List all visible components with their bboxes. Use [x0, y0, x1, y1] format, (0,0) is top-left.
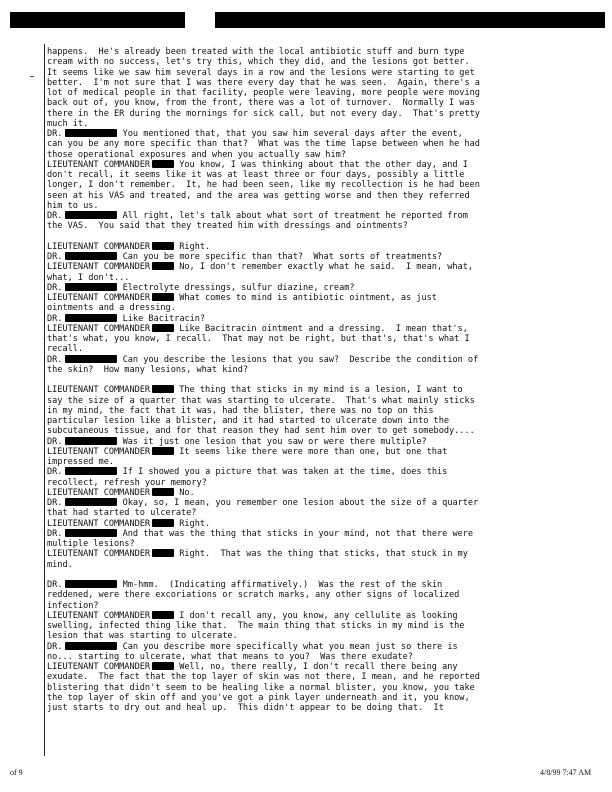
transcript-line: [47, 488, 547, 498]
speaker-label: LIEUTENANT COMMANDER: [47, 385, 151, 396]
transcript-line: [47, 252, 547, 262]
transcript-line: [47, 652, 547, 662]
line-text: I don't recall any, you know, any cellulite as looking: [174, 610, 458, 621]
speaker-label: LIEUTENANT COMMANDER: [47, 323, 151, 334]
line-text: can you be any more specific than that? What was the time lapse between when he had: [47, 139, 480, 150]
line-text: Right. That was the thing that sticks, that stuck in my: [174, 549, 468, 560]
name-redaction: [152, 519, 174, 527]
name-redaction: [152, 447, 174, 455]
transcript-line: [47, 191, 547, 201]
line-text: just starts to dry out and heal up. This didn't appear to be doing that. It: [47, 703, 444, 713]
transcript-line: [47, 221, 547, 231]
speaker-label: LIEUTENANT COMMANDER: [47, 610, 151, 621]
transcript-line: [47, 242, 547, 252]
transcript-line: [47, 139, 547, 149]
transcript-line: [47, 109, 547, 119]
transcript-line: [47, 416, 547, 426]
name-redaction: [65, 580, 117, 588]
speaker-label: DR.: [47, 498, 63, 508]
name-redaction: [65, 129, 117, 137]
transcript-line: [47, 447, 547, 457]
line-text: No.: [174, 487, 195, 498]
name-redaction: [152, 242, 174, 250]
line-text: lesion that was starting to ulcerate.: [47, 631, 238, 642]
transcript-line: [47, 180, 547, 190]
transcript-line: [47, 160, 547, 170]
line-text: particular lesion like a blister, and it had started to ulcerate down into the: [47, 416, 450, 426]
transcript-line: [47, 642, 547, 652]
line-text: longer, I don't remember. It, he had been seen, like my recollection is he had been: [47, 180, 480, 191]
name-redaction: [65, 211, 117, 219]
transcript-line: [47, 611, 547, 621]
transcript-line: [47, 334, 547, 344]
speaker-label: DR.: [47, 282, 63, 293]
line-text: ointments and a dressing.: [47, 303, 176, 314]
name-redaction: [152, 611, 174, 619]
line-text: Okay, so, I mean, you remember one lesion about the size of a quarter: [117, 498, 479, 508]
line-text: there in the ER during the mornings for sick call, but not every day. That's pretty: [47, 108, 480, 119]
transcript-line: [47, 283, 547, 293]
speaker-label: LIEUTENANT COMMANDER: [47, 159, 151, 170]
line-text: impressed me.: [47, 457, 115, 467]
speaker-label: LIEUTENANT COMMANDER: [47, 662, 151, 672]
transcript-line: [47, 508, 547, 518]
blank-line: [47, 570, 547, 580]
transcript-line: [47, 314, 547, 324]
line-text: cream with no success, let's try this, which they did, and the lesions got better.: [47, 57, 470, 68]
line-text: happens. He's already been treated with the local antibiotic stuff and burn type: [47, 47, 465, 57]
name-redaction: [65, 642, 117, 650]
transcript-line: [47, 119, 547, 129]
transcript-line: [47, 426, 547, 436]
transcript-line: [47, 365, 547, 375]
speaker-label: DR.: [47, 313, 63, 324]
transcript-line: [47, 672, 547, 682]
line-text: It seems like we saw him several days in a row and the lesions were starting to get: [47, 67, 475, 78]
line-text: the VAS. You said that they treated him with dressings and ointments?: [47, 221, 408, 232]
line-text: seen at his VAS and treated, and the area was getting worse and then they referred: [47, 190, 470, 201]
line-text: multiple lesions?: [47, 539, 135, 549]
transcript-line: [47, 560, 547, 570]
line-text: back out of, you know, from the front, there was a lot of turnover. Normally I was: [47, 98, 475, 109]
header-redaction-right: [215, 12, 605, 28]
line-text: You mentioned that, that you saw him several days after the event,: [117, 129, 463, 139]
transcript-line: [47, 437, 547, 447]
transcript-line: [47, 47, 547, 57]
line-text: Can you describe more specifically what you mean just so there is: [117, 641, 458, 652]
transcript-line: [47, 98, 547, 108]
line-text: Right.: [174, 241, 211, 252]
name-redaction: [65, 529, 117, 537]
line-text: blistering that didn't seem to be healing like a normal blister, you know, you take: [47, 682, 475, 693]
transcript-line: [47, 385, 547, 395]
line-text: Was it just one lesion that you saw or were there multiple?: [117, 436, 427, 447]
line-text: recall.: [47, 344, 84, 355]
page-count: of 9: [10, 768, 23, 777]
speaker-label: DR.: [47, 580, 63, 590]
line-text: infection?: [47, 600, 99, 611]
name-redaction: [65, 467, 117, 475]
name-redaction: [65, 314, 117, 322]
line-text: that had started to ulcerate?: [47, 508, 197, 519]
name-redaction: [152, 488, 174, 496]
transcript-line: [47, 549, 547, 559]
line-text: better. I'm not sure that I was there every day that he was seen. Again, there's a: [47, 77, 480, 88]
transcript-line: [47, 590, 547, 600]
transcript-line: [47, 293, 547, 303]
transcript-line: [47, 631, 547, 641]
transcript-line: [47, 68, 547, 78]
transcript-line: [47, 303, 547, 313]
transcript-line: [47, 529, 547, 539]
speaker-label: LIEUTENANT COMMANDER: [47, 549, 151, 560]
line-text: Like Bacitracin?: [117, 313, 206, 324]
line-text: Mm-hmm. (Indicating affirmatively.) Was the rest of the skin: [117, 580, 443, 590]
line-text: Well, no, there really, I don't recall there being any: [174, 662, 458, 672]
speaker-label: DR.: [47, 641, 63, 652]
transcript-line: [47, 396, 547, 406]
name-redaction: [152, 262, 174, 270]
line-text: Electrolyte dressings, sulfur diazine, cream?: [117, 282, 355, 293]
header-redaction-left: [10, 12, 185, 28]
speaker-label: LIEUTENANT COMMANDER: [47, 241, 151, 252]
speaker-label: LIEUTENANT COMMANDER: [47, 293, 151, 303]
transcript-line: [47, 273, 547, 283]
scan-speck: [30, 76, 34, 77]
line-text: swelling, infected thing like that. The main thing that sticks in my mind is the: [47, 621, 465, 631]
name-redaction: [152, 385, 174, 393]
transcript-line: [47, 601, 547, 611]
line-text: Like Bacitracin ointment and a dressing. I mean that's,: [174, 323, 468, 334]
line-text: those operational exposures and when you actually saw him?: [47, 149, 346, 160]
line-text: mind.: [47, 559, 73, 570]
transcript-line: [47, 355, 547, 365]
name-redaction: [65, 498, 117, 506]
speaker-label: LIEUTENANT COMMANDER: [47, 262, 151, 273]
line-text: the skin? How many lesions, what kind?: [47, 364, 249, 375]
line-text: recollect, refresh your memory?: [47, 477, 207, 488]
line-text: Can you describe the lesions that you saw? Describe the condition of: [117, 354, 479, 365]
transcript-line: [47, 129, 547, 139]
transcript-line: [47, 262, 547, 272]
name-redaction: [152, 662, 174, 670]
transcript-line: [47, 88, 547, 98]
transcript-line: [47, 478, 547, 488]
name-redaction: [65, 252, 117, 260]
name-redaction: [152, 293, 174, 301]
line-text: You know, I was thinking about that the other day, and I: [174, 159, 468, 170]
transcript-line: [47, 324, 547, 334]
transcript-line: [47, 57, 547, 67]
transcript-line: [47, 78, 547, 88]
speaker-label: DR.: [47, 528, 63, 539]
transcript-body: [47, 47, 547, 713]
line-text: say the size of a quarter that was starting to ulcerate. That's what mainly sticks: [47, 395, 475, 406]
line-text: lot of medical people in that facility, people were leaving, more people were moving: [47, 88, 480, 98]
transcript-line: [47, 150, 547, 160]
line-text: much it.: [47, 118, 89, 129]
blank-line: [47, 232, 547, 242]
line-text: The thing that sticks in my mind is a lesion, I want to: [174, 385, 463, 396]
transcript-line: [47, 211, 547, 221]
line-text: And that was the thing that sticks in your mind, not that there were: [117, 528, 474, 539]
line-text: don't recall, it seems like it was at least three or four days, possibly a little: [47, 170, 465, 180]
name-redaction: [152, 324, 174, 332]
transcript-line: [47, 703, 547, 713]
name-redaction: [65, 437, 117, 445]
transcript-line: [47, 344, 547, 354]
line-text: what, I don't...: [47, 272, 130, 283]
line-text: It seems like there were more than one, but one that: [174, 446, 448, 457]
line-text: that's what, you know, I recall. That may not be right, but that's, that's what I: [47, 334, 470, 344]
transcript-line: [47, 580, 547, 590]
line-text: Right.: [174, 518, 211, 529]
transcript-line: [47, 457, 547, 467]
transcript-line: [47, 201, 547, 211]
print-timestamp: 4/8/99 7:47 AM: [540, 768, 592, 777]
line-text: exudate. The fact that the top layer of skin was not there, I mean, and he reported: [47, 672, 480, 683]
transcript-line: [47, 498, 547, 508]
name-redaction: [152, 160, 174, 168]
transcript-line: [47, 662, 547, 672]
left-margin-rule: [44, 44, 45, 756]
line-text: reddened, were there excoriations or scratch marks, any other signs of localized: [47, 590, 460, 601]
speaker-label: DR.: [47, 252, 63, 262]
speaker-label: DR.: [47, 436, 63, 447]
line-text: All right, let's talk about what sort of treatment he reported from: [117, 211, 468, 221]
line-text: him to us.: [47, 200, 99, 211]
transcript-line: [47, 539, 547, 549]
speaker-label: DR.: [47, 354, 63, 365]
line-text: the top layer of skin off and you've got a pink layer underneath and it, you know,: [47, 692, 470, 703]
speaker-label: DR.: [47, 129, 63, 139]
speaker-label: LIEUTENANT COMMANDER: [47, 518, 151, 529]
line-text: Can you be more specific than that? What sorts of treatments?: [117, 252, 443, 262]
line-text: in my mind, the fact that it was, had the blister, there was no top on this: [47, 405, 434, 416]
speaker-label: DR.: [47, 211, 63, 221]
blank-line: [47, 375, 547, 385]
line-text: What comes to mind is antibiotic ointment, as just: [174, 293, 437, 303]
transcript-line: [47, 406, 547, 416]
line-text: subcutaneous tissue, and for that reason they had sent him over to get somebody....: [47, 426, 475, 437]
speaker-label: LIEUTENANT COMMANDER: [47, 487, 151, 498]
name-redaction: [65, 283, 117, 291]
transcript-line: [47, 170, 547, 180]
transcript-line: [47, 467, 547, 477]
transcript-line: [47, 683, 547, 693]
transcript-line: [47, 519, 547, 529]
line-text: No, I don't remember exactly what he said. I mean, what,: [174, 262, 474, 273]
transcript-line: [47, 621, 547, 631]
line-text: If I showed you a picture that was taken at the time, does this: [117, 467, 448, 478]
line-text: no... starting to ulcerate, what that means to you? Was there exudate?: [47, 651, 413, 662]
speaker-label: DR.: [47, 467, 63, 478]
speaker-label: LIEUTENANT COMMANDER: [47, 446, 151, 457]
transcript-line: [47, 693, 547, 703]
name-redaction: [65, 355, 117, 363]
name-redaction: [152, 549, 174, 557]
